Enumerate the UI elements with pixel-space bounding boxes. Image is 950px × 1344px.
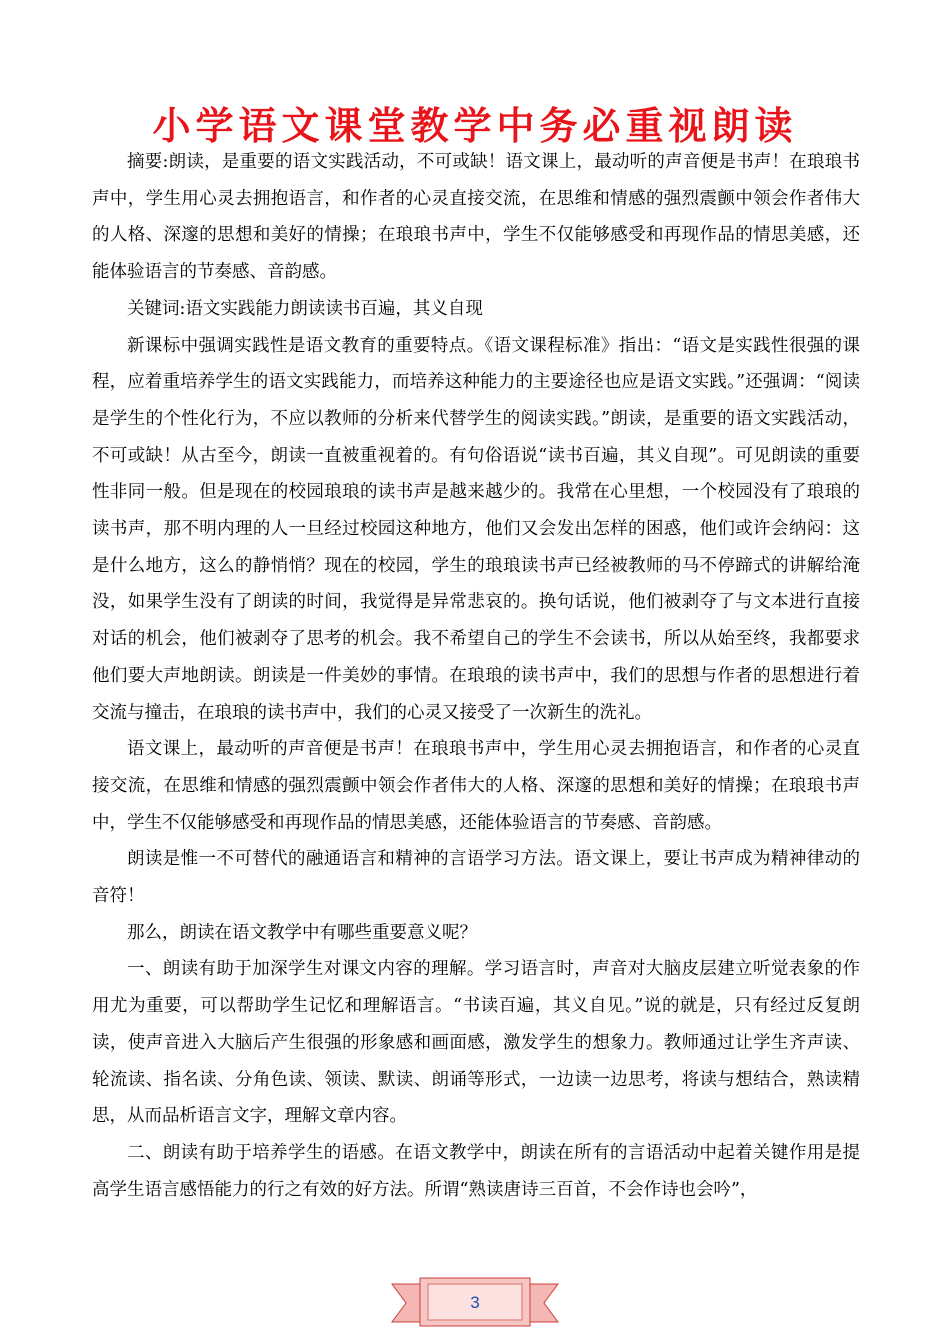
body-paragraph: 一、朗读有助于加深学生对课文内容的理解。学习语言时，声音对大脑皮层建立听觉表象的作用尤为重要，可以帮助学生记忆和理解语言。“书读百遍，其义自见。”说的就是，只有经过反复朗读，使声音进入大脑后产生很强的形象感和画面感，激发学生的想象力。教师通过让学生齐声读、轮流读、指名读、分角色读、领读、默读、朗诵等形式，一边读一边思考，将读与想结合，熟读精思，从而品析语言文字，理解文章内容。 — [92, 959, 860, 1127]
abstract-paragraph: 摘要:朗读，是重要的语文实践活动，不可或缺！语文课上，最动听的声音便是书声！在琅琅书声中，学生用心灵去拥抱语言，和作者的心灵直接交流，在思维和情感的强烈震颤中领会作者伟大的人格、深邃的思想和美好的情操；在琅琅书声中，学生不仅能够感受和再现作品的情思美感，还能体验语言的节奏感、音韵感。 — [92, 152, 860, 283]
body-paragraph: 语文课上，最动听的声音便是书声！在琅琅书声中，学生用心灵去拥抱语言，和作者的心灵直接交流，在思维和情感的强烈震颤中领会作者伟大的人格、深邃的思想和美好的情操；在琅琅书声中，学生不仅能够感受和再现作品的情思美感，还能体验语言的节奏感、音韵感。 — [92, 739, 860, 833]
page-title: 小学语文课堂教学中务必重视朗读 — [152, 104, 798, 148]
body-paragraph: 二、朗读有助于培养学生的语感。在语文教学中，朗读在所有的言语活动中起着关键作用是提高学生语言感悟能力的行之有效的好方法。所谓“熟读唐诗三百首，不会作诗也会吟”， — [92, 1142, 860, 1200]
keywords-paragraph: 关键词:语文实践能力朗读读书百遍，其义自现 — [127, 298, 483, 319]
body-paragraph: 那么，朗读在语文教学中有哪些重要意义呢？ — [127, 922, 477, 943]
page-number: 3 — [470, 1293, 480, 1312]
body-paragraph: 朗读是惟一不可替代的融通语言和精神的言语学习方法。语文课上，要让书声成为精神律动的音符！ — [92, 849, 860, 907]
body-paragraph: 新课标中强调实践性是语文教育的重要特点。《语文课程标准》指出：“语文是实践性很强的课程，应着重培养学生的语文实践能力，而培养这种能力的主要途径也应是语文实践。”还强调：“阅读是学生的个性化行为，不应以教师的分析来代替学生的阅读实践。”朗读，是重要的语文实践活动，不可或缺！从古至今，朗读一直被重视着的。有句俗语说“读书百遍，其义自现”。可见朗读的重要性非同一般。但是现在的校园琅琅的读书声是越来越少的。我常在心里想，一个校园没有了琅琅的读书声，那不明内理的人一旦经过校园这种地方，他们又会发出怎样的困惑，他们或许会纳闷：这是什么地方，这么的静悄悄？现在的校园，学生的琅琅读书声已经被教师的马不停蹄式的讲解给淹没，如果学生没有了朗读的时间，我觉得是异常悲哀的。换句话说，他们被剥夺了与文本进行直接对话的机会，他们被剥夺了思考的机会。我不希望自己的学生不会读书，所以从始至终，我都要求他们要大声地朗读。朗读是一件美妙的事情。在琅琅的读书声中，我们的思想与作者的思想进行着交流与撞击，在琅琅的读书声中，我们的心灵又接受了一次新生的洗礼。 — [92, 335, 860, 723]
document-body — [92, 144, 860, 1208]
page-number-badge — [390, 1276, 560, 1336]
